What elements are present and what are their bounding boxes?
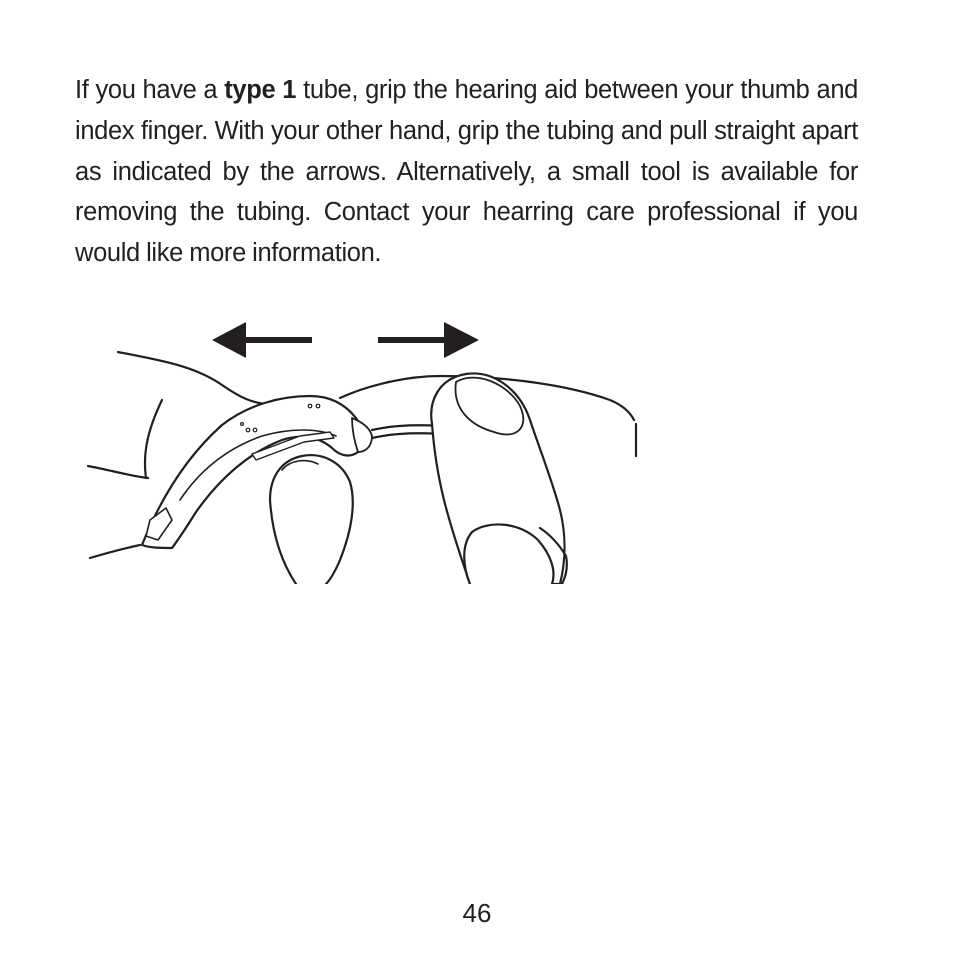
instruction-text-start: If you have a [75,76,225,104]
tube-removal-illustration [85,310,645,590]
microphone-hole-3 [246,428,250,432]
arrow-right-icon [378,322,479,358]
instruction-paragraph [75,70,858,274]
left-hand-knuckle [145,400,162,478]
left-index-finger [270,455,353,584]
left-hand-lower [90,545,140,558]
tube-lower [372,433,440,438]
tube-upper [372,425,440,430]
instruction-text-rest: tube, grip the hearing aid between your thumb and index finger. With your other hand, grip the tubing and pull straight apart as indicated by the arrows. Alternatively, a small tool is available for removing the tubing. Contact your hearring care professional if you would like more information. [75,76,858,268]
arrow-left-icon [212,322,312,358]
tube-type-term: type 1 [224,76,297,104]
page-number: 46 [462,898,492,928]
left-hand-outline [118,352,270,404]
left-hand-wrist [88,466,148,478]
microphone-hole-1 [308,404,312,408]
microphone-hole-5 [241,423,244,426]
microphone-hole-2 [316,404,320,408]
microphone-hole-4 [253,428,257,432]
